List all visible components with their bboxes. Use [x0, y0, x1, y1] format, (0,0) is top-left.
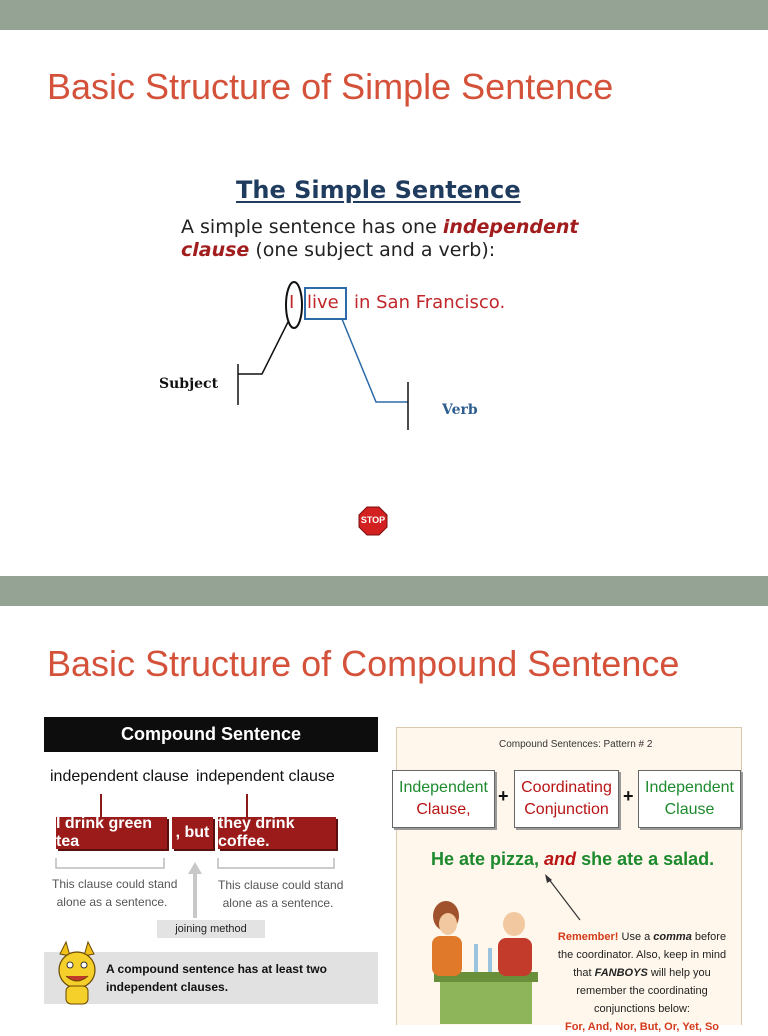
clause-label-2: independent clause [196, 768, 335, 785]
clause-note-1-line1: This clause could stand [52, 877, 178, 891]
pattern-box-2-line2: Conjunction [524, 801, 609, 818]
clause-box-2: they drink coffee. [218, 817, 336, 849]
clause-note-1-line2: alone as a sentence. [56, 895, 168, 909]
subject-label: Subject [159, 376, 219, 392]
remember-text-2: before the coordinator. Also, keep in mind that [557, 931, 727, 979]
remember-note [552, 928, 732, 1036]
clause-label-1: independent clause [50, 768, 189, 785]
simple-sentence-heading: The Simple Sentence [236, 176, 521, 204]
desc-highlight-independent: independent [442, 216, 579, 238]
pattern-box-2-line1: Coordinating [521, 779, 612, 796]
example-sentence-rest: in San Francisco. [354, 292, 506, 313]
slide2-title: Basic Structure of Compound Sentence [47, 643, 680, 684]
example-part-2: she ate a salad. [576, 849, 715, 869]
joining-method-label: joining method [157, 920, 265, 938]
remember-comma: comma [653, 931, 692, 943]
pattern-label: Compound Sentences: Pattern # 2 [499, 739, 653, 750]
desc-text-1: A simple sentence has one [181, 216, 443, 238]
verb-label: Verb [442, 402, 478, 418]
compound-sentence-header: Compound Sentence [44, 717, 378, 752]
joiner-box: , but [172, 817, 213, 849]
plus-icon-2: + [623, 786, 634, 806]
diners-illustration-icon [418, 894, 548, 1024]
example-verb-word: live [307, 292, 339, 313]
plus-icon-1: + [498, 786, 509, 806]
pattern-box-1-line1: Independent [399, 779, 488, 796]
example-and: and [544, 849, 577, 869]
fanboys-list: For, And, Nor, But, Or, Yet, So [564, 1021, 720, 1033]
pattern-box-3-line2: Clause [664, 801, 715, 818]
clause-box-1: I drink green tea [56, 817, 167, 849]
example-subject-word: I [289, 292, 295, 313]
pattern-box-3-line1: Independent [645, 779, 734, 796]
remember-text-3: will help you remember the coordinating conjunctions below: [576, 967, 711, 1015]
clause-note-2-line2: alone as a sentence. [222, 896, 334, 910]
desc-text-2: (one subject and a verb): [249, 239, 496, 261]
stop-sign-label: STOP [360, 515, 386, 525]
remember-label: Remember! [557, 931, 619, 943]
slide1-title: Basic Structure of Simple Sentence [47, 66, 614, 107]
desc-highlight-clause: clause [181, 239, 250, 261]
compound-definition: A compound sentence has at least two independent clauses. [106, 962, 327, 994]
pattern-box-1-line2: Clause, [416, 801, 471, 818]
remember-text-1: Use a [618, 931, 654, 943]
clause-note-2-line1: This clause could stand [218, 878, 344, 892]
remember-fanboys: FANBOYS [594, 967, 648, 979]
example-part-1: He ate pizza, [431, 849, 545, 869]
